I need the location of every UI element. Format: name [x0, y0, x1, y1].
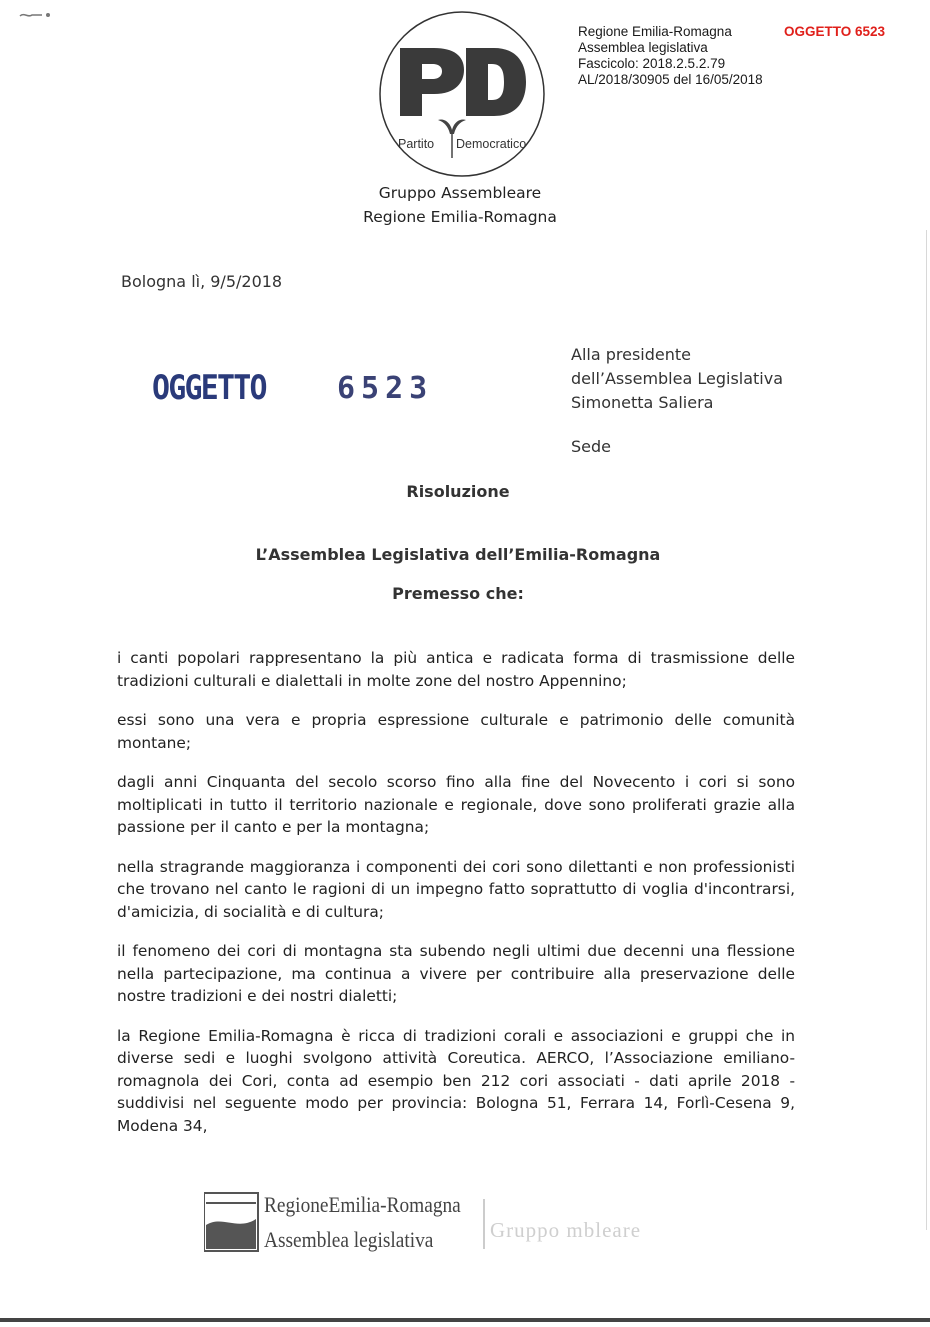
protocol-line: Assemblea legislativa	[578, 40, 708, 55]
protocol-line: AL/2018/30905 del 16/05/2018	[578, 72, 763, 87]
group-heading	[300, 181, 620, 229]
addressee-line: dell’Assemblea Legislativa	[571, 369, 784, 388]
group-line1: Gruppo Assembleare	[378, 184, 542, 202]
stamp-word: OGGETTO	[152, 368, 266, 408]
paragraph: nella stragrande maggioranza i componenti dei cori sono dilettanti e non professionisti che trovano nel canto le ragioni di un impegno fatto soprattutto di voglia d'incontrarsi, d'amicizia, di socialità e di cultura;	[117, 857, 795, 921]
pd-logo	[370, 8, 550, 178]
footer-line2: Assemblea legislativa	[264, 1227, 434, 1252]
oggetto-stamp	[152, 368, 434, 408]
protocol-line: Fascicolo: 2018.2.5.2.79	[578, 56, 726, 71]
protocol-line: Regione Emilia-Romagna	[578, 24, 732, 39]
logo-caption-right: Democratico	[456, 137, 527, 151]
heading-assembly: L’Assemblea Legislativa dell’Emilia-Romagna	[255, 545, 661, 564]
date-line: Bologna lì, 9/5/2018	[121, 272, 283, 291]
heading-premesso: Premesso che:	[392, 584, 524, 603]
paragraph: il fenomeno dei cori di montagna sta subendo negli ultimi due decenni una flessione nella partecipazione, ma continua a vivere per contribuire alla preservazione delle nostre tradizioni e dei nostri dialetti;	[117, 942, 795, 1005]
bottom-edge-rule	[0, 1318, 930, 1322]
protocol-header	[578, 24, 798, 88]
paragraph: dagli anni Cinquanta del secolo scorso fino alla fine del Novecento i cori si sono moltiplicati in tutto il territorio nazionale e regionale, dove sono proliferati grazie alla passione per il canto e per la montagna;	[117, 773, 795, 836]
page-edge-shadow	[926, 230, 927, 1230]
paragraph: i canti popolari rappresentano la più antica e radicata forma di trasmissione delle tradizioni culturali e dialettali in molte zone del nostro Appennino;	[117, 649, 795, 690]
logo-caption-left: Partito	[398, 137, 435, 151]
stamp-number: 6523	[337, 371, 434, 406]
paragraph: essi sono una vera e propria espressione culturale e patrimonio delle comunità montane;	[117, 711, 795, 752]
scan-mark	[18, 10, 54, 20]
addressee-sede: Sede	[571, 437, 611, 456]
addressee-line: Simonetta Saliera	[571, 393, 714, 412]
addressee-block	[571, 343, 783, 415]
body-text	[117, 647, 795, 1154]
paragraph: la Regione Emilia-Romagna è ricca di tradizioni corali e associazioni e gruppi che in diverse sedi e luoghi svolgono attività Coreutica. AERCO, l’Associazione emiliano-romagnola dei Cori, conta ad esempio ben 212 cori associati - dati aprile 2018 - suddivisi nel seguente modo per provincia: Bologna 51, Ferrara 14, Forlì-Cesena 9, Modena 34,	[117, 1026, 795, 1135]
oggetto-label: OGGETTO 6523	[784, 24, 886, 39]
footer-line1: RegioneEmilia-Romagna	[264, 1192, 461, 1217]
addressee-line: Alla presidente	[571, 345, 691, 364]
heading-risoluzione: Risoluzione	[406, 482, 510, 501]
footer-faded-text: Gruppo mbleare	[490, 1218, 642, 1242]
group-line2: Regione Emilia-Romagna	[363, 208, 557, 226]
